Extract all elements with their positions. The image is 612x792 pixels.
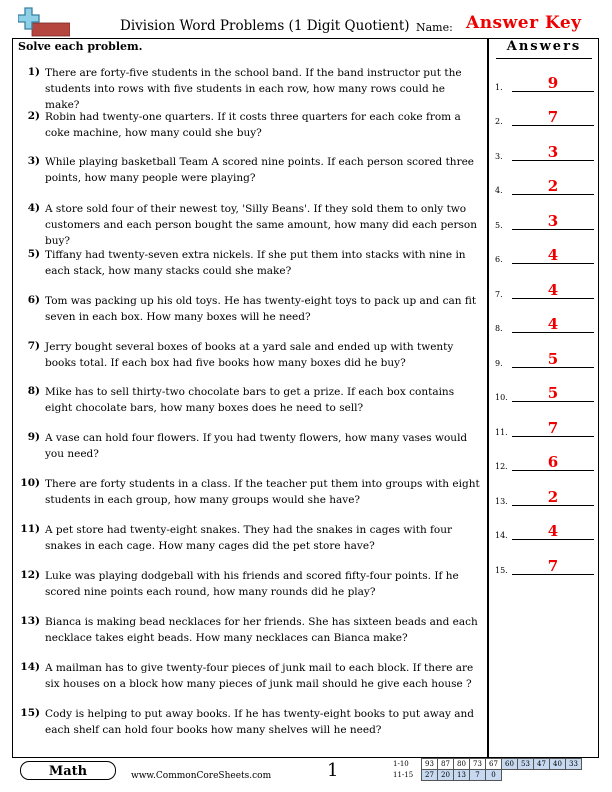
problem-number: 5): [27, 248, 40, 260]
score-cell: 87: [438, 759, 454, 770]
answer-value: 2: [547, 488, 559, 506]
answer-number: 7.: [495, 290, 503, 299]
score-cell: 27: [422, 770, 438, 781]
website-link[interactable]: www.CommonCoreSheets.com: [131, 771, 272, 781]
answer-row: [489, 544, 599, 578]
problem-number: 11): [20, 523, 40, 535]
answer-key-label: Answer Key: [466, 13, 582, 33]
score-cell: 7: [470, 770, 486, 781]
score-row-label: 1-10: [393, 760, 409, 768]
problem-text: While playing basketball Team A scored nine points. If each person scored three points, how many people were playing?: [45, 156, 475, 184]
answer-number: 8.: [495, 324, 503, 333]
answer-number: 5.: [495, 221, 503, 230]
problem-number: 3): [27, 155, 40, 167]
answer-value: 7: [547, 557, 559, 575]
answer-row: [489, 130, 599, 164]
problem-text: There are forty-five students in the school band. If the band instructor put the students into rows with five students in each row, how many rows could he make?: [45, 67, 462, 111]
score-table: [393, 758, 582, 781]
answer-value: 3: [547, 212, 559, 230]
answer-row: [489, 406, 599, 440]
answer-value: 5: [547, 384, 559, 402]
score-cell: 80: [454, 759, 470, 770]
answer-number: 2.: [495, 117, 503, 126]
answer-row: [489, 199, 599, 233]
answers-title-underline: [496, 58, 592, 59]
subject-badge: Math: [20, 761, 116, 780]
answer-value: 7: [547, 419, 559, 437]
answer-number: 13.: [495, 497, 508, 506]
problem-text: Bianca is making bead necklaces for her friends. She has sixteen beads and each necklace takes eight beads. How many necklaces can Bianca make?: [45, 616, 478, 644]
answer-number: 4.: [495, 186, 503, 195]
answer-row: [489, 337, 599, 371]
problem-number: 7): [27, 340, 40, 352]
answer-row: [489, 61, 599, 95]
problem-text: There are forty students in a class. If the teacher put them into groups with eight students in each group, how many groups would she have?: [45, 478, 480, 506]
score-cell: 0: [486, 770, 502, 781]
answer-value: 4: [547, 246, 559, 264]
answer-value: 9: [547, 74, 559, 92]
problem-number: 8): [27, 385, 40, 397]
problem-text: Luke was playing dodgeball with his friends and scored fifty-four points. If he scored nine points each round, how many rounds did he play?: [45, 570, 459, 598]
answer-value: 2: [547, 177, 559, 195]
answer-row: [489, 268, 599, 302]
answer-value: 6: [547, 453, 559, 471]
answer-row: [489, 164, 599, 198]
answer-number: 11.: [495, 428, 508, 437]
answer-value: 7: [547, 108, 559, 126]
score-cell: 20: [438, 770, 454, 781]
problem-text: A store sold four of their newest toy, 'Silly Beans'. If they sold them to only two customers and each person bought the same amount, how many did each person buy?: [45, 203, 477, 247]
answer-value: 4: [547, 281, 559, 299]
problem-text: Mike has to sell thirty-two chocolate bars to get a prize. If each box contains eight chocolate bars, how many boxes does he need to sell?: [45, 386, 455, 414]
answer-row: [489, 475, 599, 509]
problem-number: 1): [27, 66, 40, 78]
score-cell: 13: [454, 770, 470, 781]
problem-text: Robin had twenty-one quarters. If it costs three quarters for each coke from a coke machine, how many could she buy?: [45, 111, 461, 139]
answer-row: [489, 302, 599, 336]
answer-number: 1.: [495, 83, 503, 92]
problem-text: A mailman has to give twenty-four pieces of junk mail to each block. If there are six houses on a block how many pieces of junk mail should he give each house ?: [45, 662, 474, 690]
instructions: Solve each problem.: [18, 40, 143, 53]
score-cell: 33: [566, 759, 582, 770]
answer-number: 15.: [495, 566, 508, 575]
score-cell: 60: [502, 759, 518, 770]
answer-value: 4: [547, 522, 559, 540]
problem-number: 10): [20, 477, 40, 489]
problem-text: A pet store had twenty-eight snakes. They had the snakes in cages with four snakes in each cage. How many cages did the pet store have?: [45, 524, 453, 552]
answer-row: [489, 233, 599, 267]
problem-number: 14): [20, 661, 40, 673]
score-cell: 93: [422, 759, 438, 770]
problem-text: Tom was packing up his old toys. He has twenty-eight toys to pack up and can fit seven in each box. How many boxes will he need?: [45, 295, 477, 323]
problem-number: 13): [20, 615, 40, 627]
page-number: 1: [327, 760, 339, 781]
problem-number: 4): [27, 202, 40, 214]
problem-number: 15): [20, 707, 40, 719]
answer-value: 3: [547, 143, 559, 161]
math-logo-icon: [18, 7, 70, 37]
score-cell: 47: [534, 759, 550, 770]
answer-row: [489, 440, 599, 474]
problem-number: 12): [20, 569, 40, 581]
score-row: [393, 770, 582, 781]
answer-value: 5: [547, 350, 559, 368]
score-cell: 67: [486, 759, 502, 770]
score-cell: 73: [470, 759, 486, 770]
answer-number: 14.: [495, 531, 508, 540]
problem-number: 6): [27, 294, 40, 306]
answer-number: 6.: [495, 255, 503, 264]
problem-text: A vase can hold four flowers. If you had twenty flowers, how many vases would you need?: [45, 432, 468, 460]
answers-title: Answers: [506, 39, 582, 54]
problem-text: Tiffany had twenty-seven extra nickels. If she put them into stacks with nine in each stack, how many stacks could she make?: [45, 249, 466, 277]
answer-number: 9.: [495, 359, 503, 368]
answer-value: 4: [547, 315, 559, 333]
problem-number: 9): [27, 431, 40, 443]
problem-text: Jerry bought several boxes of books at a yard sale and ended up with twenty books total. If each box had five books how many boxes did he buy?: [45, 341, 454, 369]
problem-number: 2): [27, 110, 40, 122]
worksheet-title: Division Word Problems (1 Digit Quotient): [120, 18, 410, 34]
answer-row: [489, 509, 599, 543]
answer-number: 10.: [495, 393, 508, 402]
score-cell: 40: [550, 759, 566, 770]
answer-number: 3.: [495, 152, 503, 161]
answer-number: 12.: [495, 462, 508, 471]
score-cell: 53: [518, 759, 534, 770]
score-row: [393, 759, 582, 770]
score-row-label: 11-15: [393, 771, 414, 779]
answer-row: [489, 371, 599, 405]
answer-row: [489, 95, 599, 129]
problem-text: Cody is helping to put away books. If he has twenty-eight books to put away and each shelf can hold four books how many shelves will he need?: [45, 708, 474, 736]
name-label: Name:: [416, 21, 453, 34]
